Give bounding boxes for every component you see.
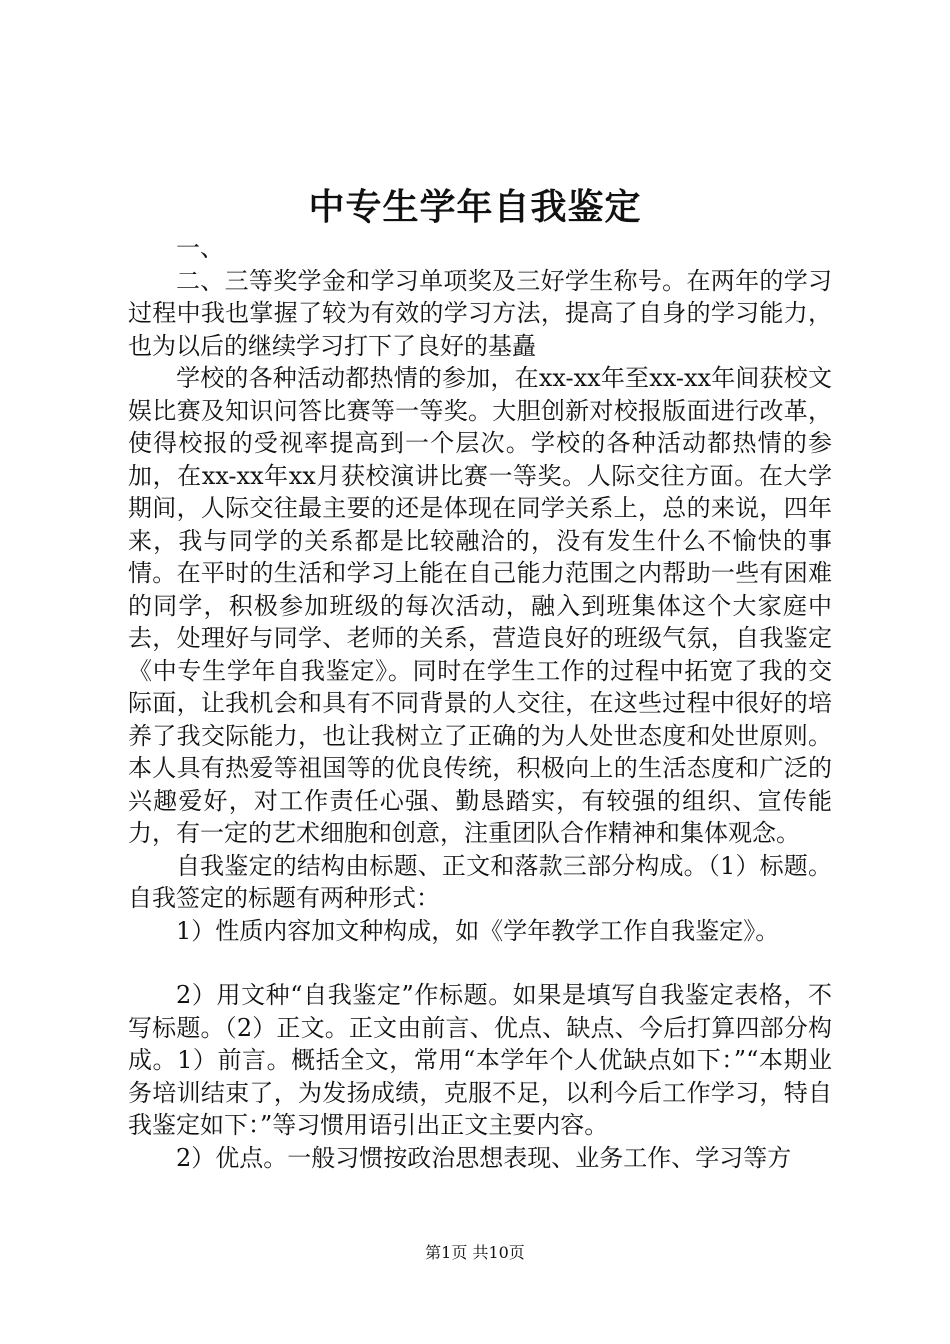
- document-title: 中专生学年自我鉴定: [308, 186, 642, 228]
- document-body: [128, 232, 832, 1174]
- paragraph-4: 自我鉴定的结构由标题、正文和落款三部分构成。（1）标题。自我签定的标题有两种形式：: [128, 851, 832, 912]
- paragraph-3: 学校的各种活动都热情的参加，在xx-xx年至xx-xx年间获校文娱比赛及知识问答比赛等一等奖。大胆创新对校报版面进行改革，使得校报的受视率提高到一个层次。学校的各种活动都热情的参加，在xx-xx年xx月获校演讲比赛一等奖。人际交往方面。在大学期间，人际交往最主要的还是体现在同学关系上，总的来说，四年来，我与同学的关系都是比较融洽的，没有发生什么不愉快的事情。在平时的生活和学习上能在自己能力范围之内帮助一些有困难的同学，积极参加班级的每次活动，融入到班集体这个大家庭中去，处理好与同学、老师的关系，营造良好的班级气氛，自我鉴定《中专生学年自我鉴定》。同时在学生工作的过程中拓宽了我的交际面，让我机会和具有不同背景的人交往，在这些过程中很好的培养了我交际能力，也让我树立了正确的为人处世态度和处世原则。本人具有热爱等祖国等的优良传统，积极向上的生活态度和广泛的兴趣爱好，对工作责任心强、勤恳踏实，有较强的组织、宣传能力，有一定的艺术细胞和创意，注重团队合作精神和集体观念。: [128, 364, 832, 847]
- paragraph-1: 一、: [176, 234, 224, 262]
- paragraph-7: 2）优点。一般习惯按政治思想表现、业务工作、学习等方: [176, 1143, 792, 1172]
- paragraph-5: 1）性质内容加文种构成，如《学年教学工作自我鉴定》。: [176, 916, 780, 945]
- paragraph-2: 二、三等奖学金和学习单项奖及三好学生称号。在两年的学习过程中我也掌握了较为有效的学习方法，提高了自身的学习能力，也为以后的继续学习打下了良好的基矗: [128, 266, 832, 360]
- page-footer: 第1页 共10页: [425, 1243, 525, 1262]
- paragraph-6: 2）用文种“自我鉴定”作标题。如果是填写自我鉴定表格，不写标题。（2）正文。正文由前言、优点、缺点、今后打算四部分构成。1）前言。概括全文，常用“本学年个人优缺点如下：”“本期业务培训结束了，为发扬成绩，克服不足，以利今后工作学习，特自我鉴定如下：”等习惯用语引出正文主要内容。: [128, 981, 832, 1139]
